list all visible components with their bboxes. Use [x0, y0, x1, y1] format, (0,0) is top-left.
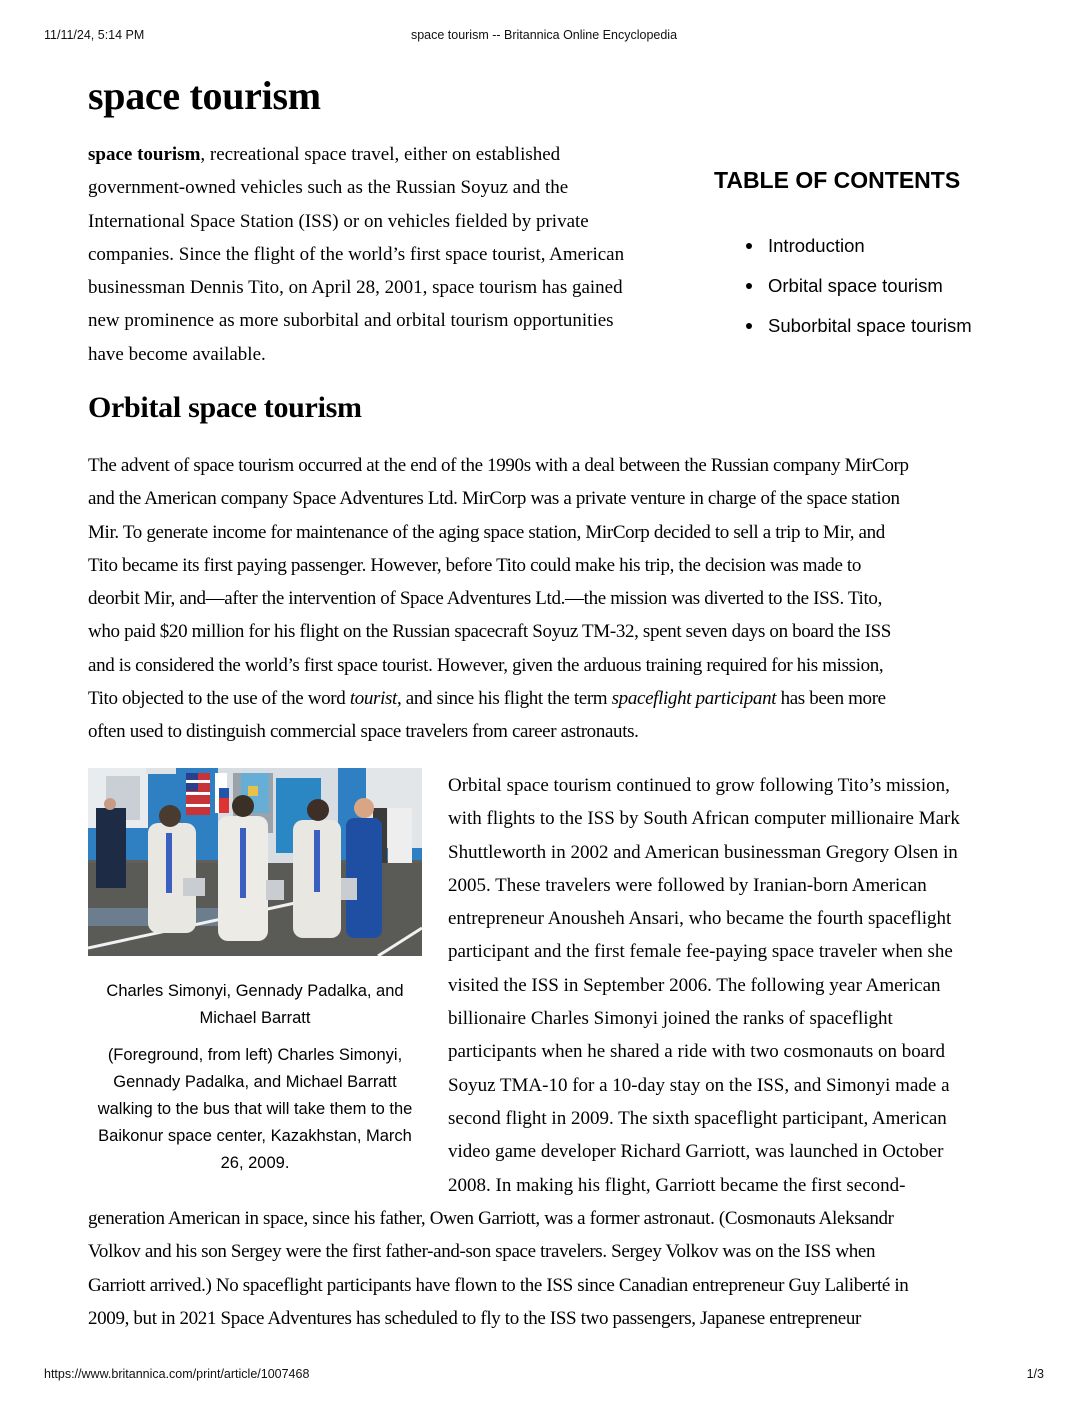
toc-title: TABLE OF CONTENTS	[714, 167, 961, 193]
astronauts-photo[interactable]	[88, 768, 422, 956]
toc-item-suborbital-space-tourism[interactable]	[714, 306, 1034, 346]
table-of-contents	[714, 164, 1034, 346]
figure-caption-body: (Foreground, from left) Charles Simonyi, Gennady Padalka, and Michael Barratt walking to the bus that will take them to the Baikonur space center, Kazakhstan, March 26, 2009.	[97, 1046, 413, 1172]
print-document-title: space tourism -- Britannica Online Encyclopedia	[410, 28, 678, 42]
photo-illustration	[88, 768, 422, 956]
bullet-icon	[746, 243, 752, 249]
toc-item-introduction[interactable]	[714, 226, 1034, 266]
toc-item-label[interactable]: Introduction	[768, 235, 865, 256]
orbital-paragraph-2: Orbital space tourism continued to grow following Tito’s mission, with flights to the ISS by South African computer millionaire Mark Shuttleworth in 2002 and American businessman Gregory Olsen in 2005. These travelers were followed by Iranian-born American entrepreneur Anousheh Ansari, who became the fourth spaceflight participant and the first female fee-paying space traveler when she visited the ISS in September 2006. The following year American billionaire Charles Simonyi joined the ranks of spaceflight participants when he shared a ride with two cosmonauts on board Soyuz TMA-10 for a 10-day stay on the ISS, and Simonyi made a second flight in 2009. The sixth spaceflight participant, American video game developer Richard Garriott, was launched in October 2008. In making his flight, Garriott became the first second-	[448, 775, 960, 1196]
italic-term-tourist: tourist	[349, 688, 397, 710]
print-footer	[0, 1367, 1088, 1383]
bullet-icon	[746, 323, 752, 329]
toc-item-label[interactable]: Suborbital space tourism	[768, 315, 972, 336]
bullet-icon	[746, 283, 752, 289]
toc-list	[714, 226, 1034, 346]
toc-item-orbital-space-tourism[interactable]	[714, 266, 1034, 306]
orbital-paragraph-1: The advent of space tourism occurred at the end of the 1990s with a deal between the Russian company MirCorp and the American company Space Adventures Ltd. MirCorp was a private venture in charge of the space station Mir. To generate income for maintenance of the aging space station, MirCorp decided to sell a trip to Mir, and Tito became its first paying passenger. However, before Tito could make his trip, the decision was made to deorbit Mir, and—after the intervention of Space Adventures Ltd.—the mission was diverted to the ISS. Tito, who paid $20 million for his flight on the Russian spacecraft Soyuz TM-32, spent seven days on board the ISS and is considered the world’s first space tourist. However, given the arduous training required for his mission, Tito objected to the use of the word tourist, and since his flight the term spaceflight participant has been more often used to distinguish commercial space travelers from career astronauts.	[88, 455, 909, 743]
intro-bold-term: space tourism	[88, 144, 201, 165]
print-header	[0, 28, 1088, 44]
section-heading-orbital: Orbital space tourism	[88, 391, 362, 424]
print-url: https://www.britannica.com/print/article/1007468	[44, 1367, 310, 1381]
italic-term-spaceflight-participant: spaceflight participant	[611, 688, 777, 710]
orbital-paragraph-2-continued: generation American in space, since his father, Owen Garriott, was a former astronaut. (Cosmonauts Aleksandr Volkov and his son Sergey were the first father-and-son space travelers. Sergey Volkov was on the ISS when Garriott arrived.) No spaceflight participants have flown to the ISS since Canadian entrepreneur Guy Laliberté in 2009, but in 2021 Space Adventures has scheduled to fly to the ISS two passengers, Japanese entrepreneur	[88, 1208, 909, 1329]
page-title: space tourism	[88, 73, 321, 118]
figure-astronauts	[88, 768, 422, 1177]
print-datetime: 11/11/24, 5:14 PM	[44, 28, 145, 42]
page-number: 1/3	[1026, 1367, 1044, 1381]
intro-paragraph: space tourism, recreational space travel, either on established government-owned vehicles such as the Russian Soyuz and the International Space Station (ISS) or on vehicles fielded by private companies. Since the flight of the world’s first space tourist, American businessman Dennis Tito, on April 28, 2001, space tourism has gained new prominence as more suborbital and orbital tourism opportunities have become available.	[88, 144, 625, 365]
figure-caption-title: Charles Simonyi, Gennady Padalka, and Michael Barratt	[106, 982, 404, 1027]
toc-item-label[interactable]: Orbital space tourism	[768, 275, 943, 296]
